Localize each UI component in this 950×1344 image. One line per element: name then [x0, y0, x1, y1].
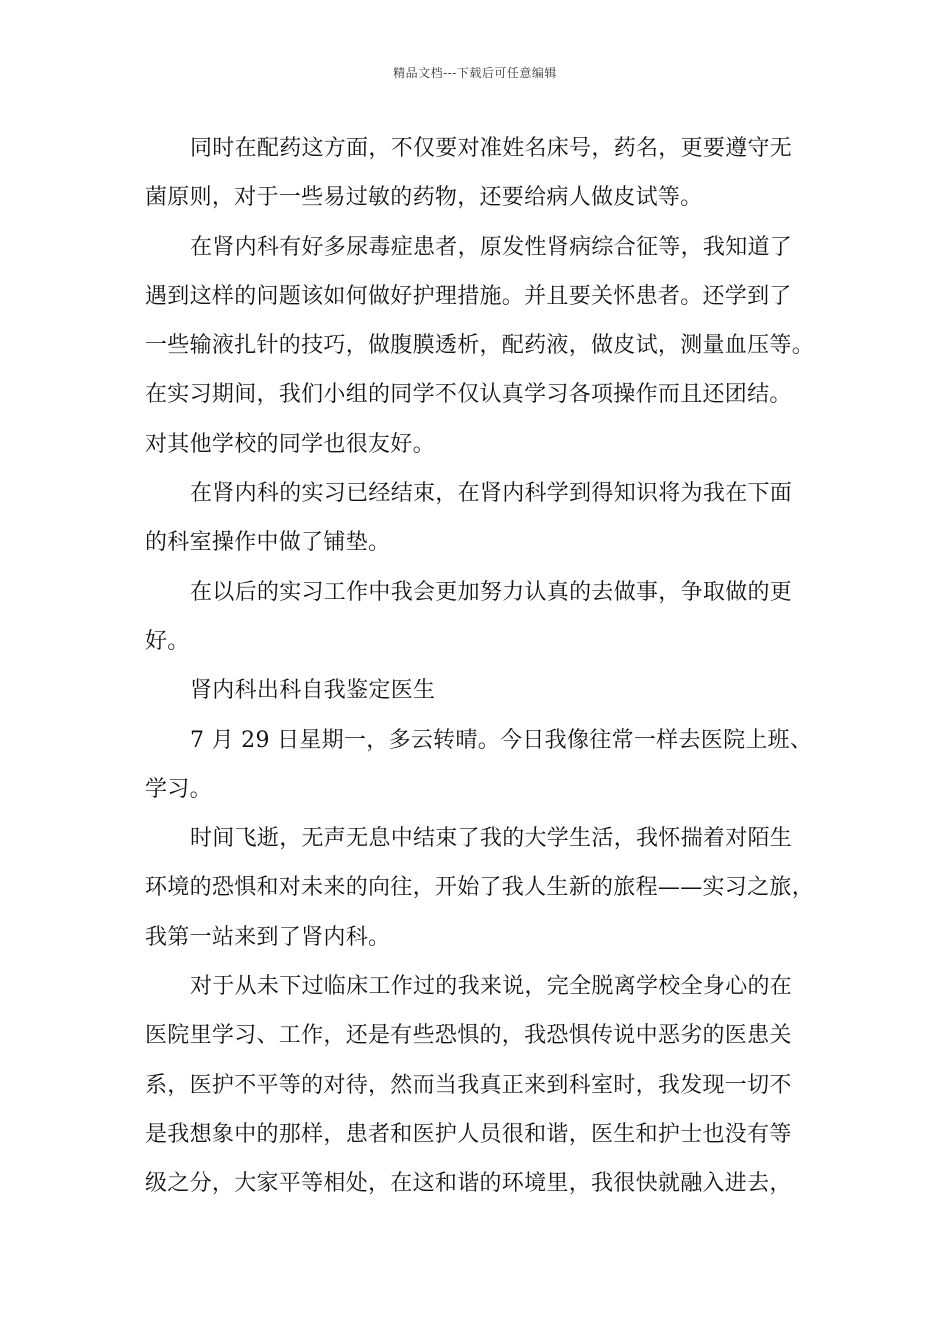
- text-line: 在肾内科的实习已经结束，在肾内科学到得知识将为我在下面: [190, 481, 793, 507]
- text-line: 在实习期间，我们小组的同学不仅认真学习各项操作而且还团结。: [145, 382, 792, 408]
- text-line: 时间飞逝，无声无息中结束了我的大学生活，我怀揣着对陌生: [190, 826, 793, 852]
- text-line: 在肾内科有好多尿毒症患者，原发性肾病综合征等，我知道了: [190, 234, 793, 260]
- text-line: 菌原则，对于一些易过敏的药物，还要给病人做皮试等。: [145, 185, 703, 211]
- text-line: 医院里学习、工作，还是有些恐惧的，我恐惧传说中恶劣的医患关: [145, 1023, 792, 1049]
- text-line: 的科室操作中做了铺垫。: [145, 530, 391, 556]
- text-line: 我第一站来到了肾内科。: [145, 924, 391, 950]
- text-line: 一些输液扎针的技巧，做腹膜透析，配药液，做皮试，测量血压等。: [145, 333, 815, 359]
- text-line: 是我想象中的那样，患者和医护人员很和谐，医生和护士也没有等: [145, 1121, 792, 1147]
- text-line: 环境的恐惧和对未来的向往，开始了我人生新的旅程——实习之旅，: [145, 875, 815, 901]
- text-line: 级之分，大家平等相处，在这和谐的环境里，我很快就融入进去，: [145, 1171, 792, 1197]
- text-line: 7 月 29 日星期一，多云转晴。今日我像往常一样去医院上班、: [190, 727, 813, 753]
- text-line: 同时在配药这方面，不仅要对准姓名床号，药名，更要遵守无: [190, 136, 793, 161]
- text-line: 系，医护不平等的对待，然而当我真正来到科室时，我发现一切不: [145, 1072, 792, 1098]
- page-header: 精品文档---下载后可任意编辑: [393, 66, 557, 80]
- text-line: 遇到这样的问题该如何做好护理措施。并且要关怀患者。还学到了: [145, 283, 792, 309]
- text-line: 在以后的实习工作中我会更加努力认真的去做事，争取做的更: [190, 579, 793, 605]
- text-line: 对其他学校的同学也很友好。: [145, 431, 435, 457]
- section-title: 肾内科出科自我鉴定医生: [190, 678, 436, 704]
- document-body: [145, 124, 825, 1209]
- text-line: 好。: [145, 628, 190, 654]
- text-line: 学习。: [145, 776, 212, 802]
- text-line: 对于从未下过临床工作过的我来说，完全脱离学校全身心的在: [190, 974, 793, 1000]
